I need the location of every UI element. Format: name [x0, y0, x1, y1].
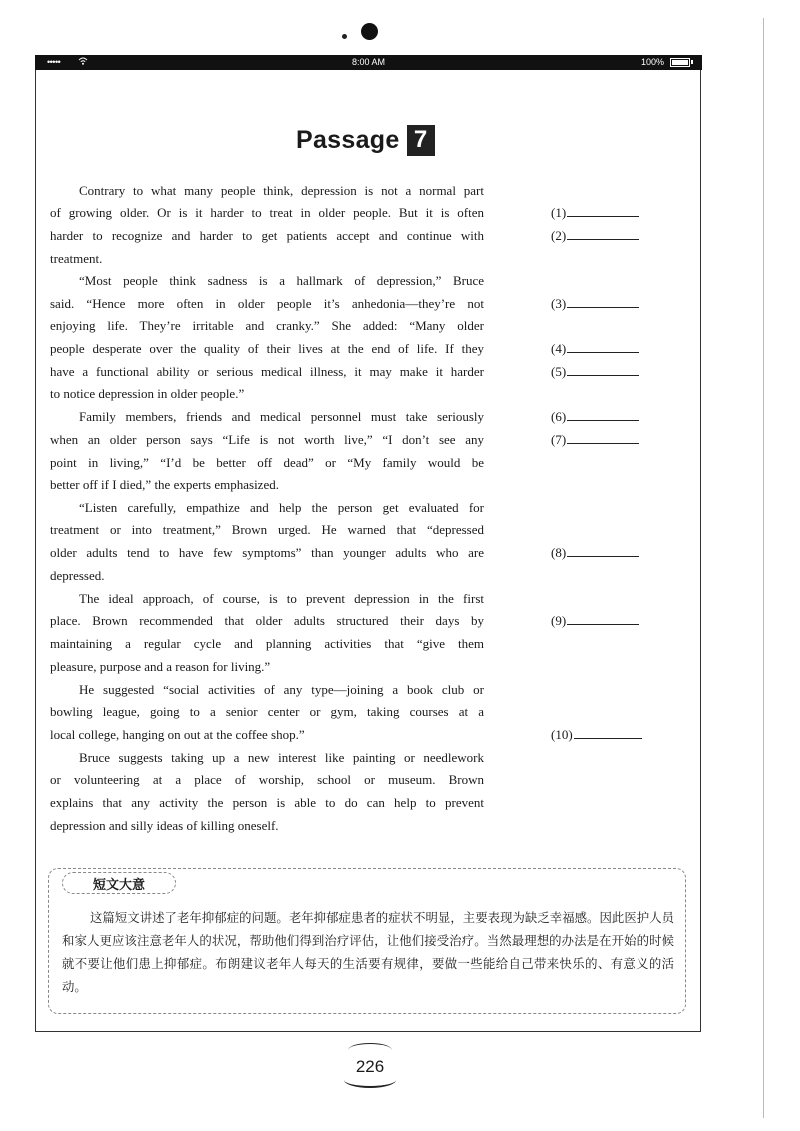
passage-line: point in living,” “I’d be better off dead” or “My family would be [50, 455, 484, 470]
passage-line: Contrary to what many people think, depression is not a normal part [79, 183, 484, 198]
blank-number: (6) [551, 409, 567, 424]
camera [361, 23, 378, 40]
answer-blank-1[interactable] [551, 205, 639, 221]
passage-line: bowling league, going to a senior center or gym, taking courses at a [50, 704, 484, 719]
passage-title [296, 122, 435, 158]
blank-number: (5) [551, 364, 567, 379]
passage-line: maintaining a regular cycle and planning activities that “give them [50, 636, 484, 651]
summary-text: 这篇短文讲述了老年抑郁症的问题。老年抑郁症患者的症状不明显，主要表现为缺乏幸福感。因此医护人员和家人更应该注意老年人的状况，帮助他们得到治疗评估，让他们接受治疗。当然最理想的办法是在开始的时候就不要让他们患上抑郁症。布朗建议老年人每天的生活要有规律，要做一些能给自己带来快乐的、有意义的活动。 [62, 910, 674, 994]
page-edge-rule [763, 18, 764, 1118]
passage-line: The ideal approach, of course, is to prevent depression in the first [79, 591, 484, 606]
blank-line[interactable] [567, 613, 639, 625]
answer-blank-10[interactable] [551, 727, 642, 743]
answer-blank-4[interactable] [551, 341, 639, 357]
blank-line[interactable] [567, 205, 639, 217]
passage-line: harder to recognize and harder to get patients accept and continue with [50, 228, 484, 243]
answer-blank-2[interactable] [551, 228, 639, 244]
blank-line[interactable] [567, 409, 639, 421]
passage-line: better off if I died,” the experts emphasized. [50, 477, 279, 492]
blank-number: (1) [551, 205, 567, 220]
passage-number-badge: 7 [407, 125, 435, 156]
blank-number: (9) [551, 613, 567, 628]
blank-number: (8) [551, 545, 567, 560]
passage-line: when an older person says “Life is not worth live,” “I don’t see any [50, 432, 484, 447]
passage-line: have a functional ability or serious medical illness, it may make it harder [50, 364, 484, 379]
battery-tip [691, 60, 693, 64]
blank-number: (7) [551, 432, 567, 447]
passage-line: older adults tend to have few symptoms” than younger adults who are [50, 545, 484, 560]
passage-line: Family members, friends and medical personnel must take seriously [79, 409, 484, 424]
answer-blank-9[interactable] [551, 613, 639, 629]
passage-line: to notice depression in older people.” [50, 386, 245, 401]
passage-line: people desperate over the quality of their lives at the end of life. If they [50, 341, 484, 356]
passage-line: “Listen carefully, empathize and help the person get evaluated for [79, 500, 484, 515]
blank-number: (3) [551, 296, 567, 311]
answer-blank-8[interactable] [551, 545, 639, 561]
answer-blank-7[interactable] [551, 432, 639, 448]
camera-dot [342, 34, 347, 39]
battery-percent: 100% [640, 57, 664, 67]
passage-line: depressed. [50, 568, 105, 583]
passage-line: treatment or into treatment,” Brown urged. He warned that “depressed [50, 522, 484, 537]
passage-line: depression and silly ideas of killing oneself. [50, 818, 279, 833]
blank-number: (4) [551, 341, 567, 356]
passage-line: pleasure, purpose and a reason for living.” [50, 659, 271, 674]
passage-line: place. Brown recommended that older adults structured their days by [50, 613, 484, 628]
passage-line: said. “Hence more often in older people it’s anhedonia—they’re not [50, 296, 484, 311]
passage-line: enjoying life. They’re irritable and cranky.” She added: “Many older [50, 318, 484, 333]
summary-label: 短文大意 [62, 872, 176, 894]
answer-blank-3[interactable] [551, 296, 639, 312]
blank-line[interactable] [567, 341, 639, 353]
status-bar [35, 55, 702, 70]
blank-line[interactable] [574, 727, 642, 739]
blank-line[interactable] [567, 432, 639, 444]
passage-line: He suggested “social activities of any type—joining a book club or [79, 682, 484, 697]
passage-line: local college, hanging on out at the coffee shop.” [50, 727, 305, 742]
blank-line[interactable] [567, 545, 639, 557]
status-time: 8:00 AM [351, 57, 386, 67]
passage-line: of growing older. Or is it harder to treat in older people. But it is often [50, 205, 484, 220]
passage-line: treatment. [50, 251, 103, 266]
blank-number: (10) [551, 727, 573, 742]
passage-title-text: Passage [296, 125, 400, 154]
battery-icon [670, 58, 690, 67]
answer-blank-6[interactable] [551, 409, 639, 425]
blank-line[interactable] [567, 364, 639, 376]
passage-line: Bruce suggests taking up a new interest like painting or needlework [79, 750, 484, 765]
answer-blank-5[interactable] [551, 364, 639, 380]
passage-line: “Most people think sadness is a hallmark of depression,” Bruce [79, 273, 484, 288]
blank-number: (2) [551, 228, 567, 243]
blank-line[interactable] [567, 296, 639, 308]
passage-line: explains that any activity the person is able to do can help to prevent [50, 795, 484, 810]
passage-line: or volunteering at a place of worship, school or museum. Brown [50, 772, 484, 787]
blank-line[interactable] [567, 228, 639, 240]
signal-strength-icon: ••••• [47, 57, 61, 67]
page-number: 226 [355, 1057, 385, 1076]
